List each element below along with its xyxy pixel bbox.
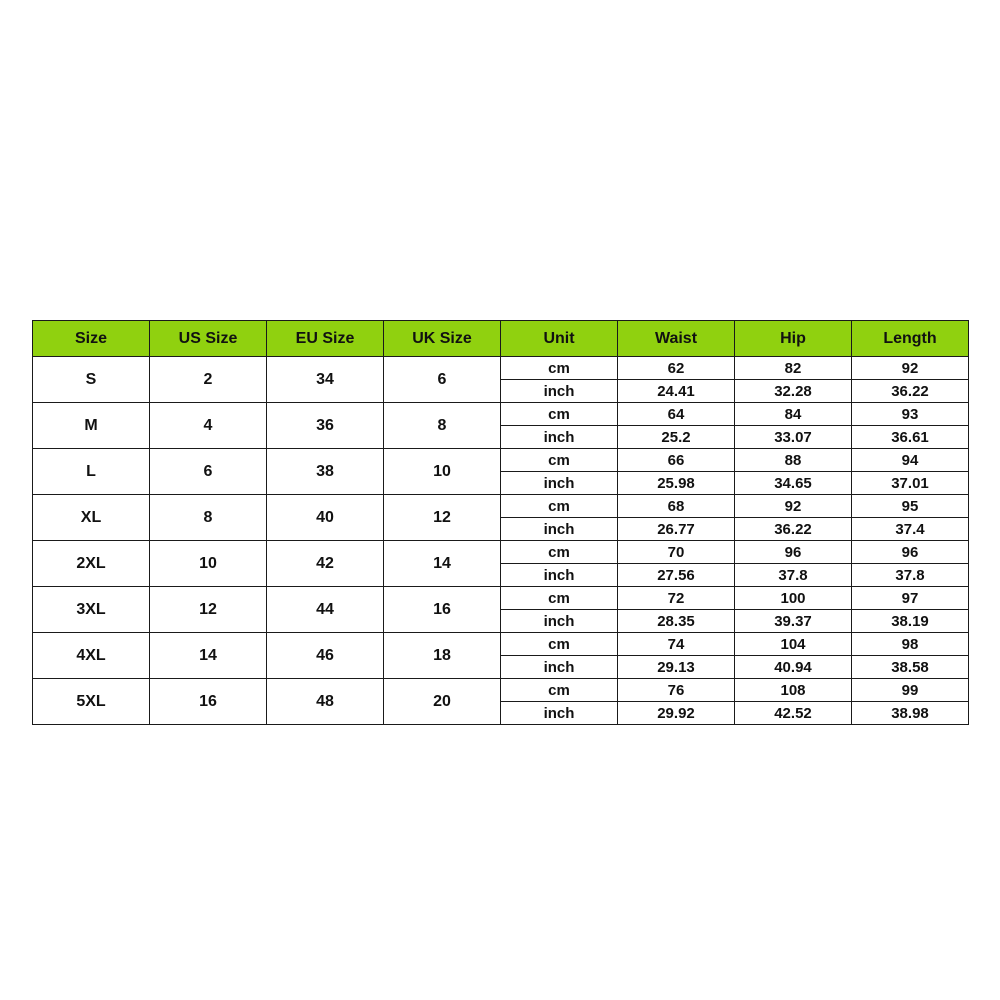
table-row: [33, 633, 969, 656]
length-cell: 38.58: [852, 656, 969, 679]
hip-cell: 84: [735, 403, 852, 426]
unit-cell: inch: [501, 564, 618, 587]
unit-cell: inch: [501, 472, 618, 495]
table-row: [33, 495, 969, 518]
waist-cell: 66: [618, 449, 735, 472]
us-size-cell: 14: [150, 633, 267, 679]
eu-size-cell: 46: [267, 633, 384, 679]
length-cell: 99: [852, 679, 969, 702]
hip-cell: 88: [735, 449, 852, 472]
hip-cell: 40.94: [735, 656, 852, 679]
hip-cell: 96: [735, 541, 852, 564]
hip-cell: 100: [735, 587, 852, 610]
hip-cell: 34.65: [735, 472, 852, 495]
unit-cell: inch: [501, 656, 618, 679]
waist-cell: 62: [618, 357, 735, 380]
uk-size-cell: 8: [384, 403, 501, 449]
eu-size-cell: 42: [267, 541, 384, 587]
waist-cell: 68: [618, 495, 735, 518]
length-cell: 97: [852, 587, 969, 610]
us-size-cell: 6: [150, 449, 267, 495]
uk-size-cell: 20: [384, 679, 501, 725]
hip-cell: 33.07: [735, 426, 852, 449]
us-size-cell: 10: [150, 541, 267, 587]
size-cell: L: [33, 449, 150, 495]
length-cell: 96: [852, 541, 969, 564]
length-cell: 36.61: [852, 426, 969, 449]
table-row: [33, 679, 969, 702]
eu-size-cell: 34: [267, 357, 384, 403]
eu-size-cell: 40: [267, 495, 384, 541]
length-cell: 95: [852, 495, 969, 518]
header-us-size: US Size: [150, 321, 267, 357]
unit-cell: cm: [501, 587, 618, 610]
hip-cell: 104: [735, 633, 852, 656]
waist-cell: 76: [618, 679, 735, 702]
waist-cell: 24.41: [618, 380, 735, 403]
size-cell: 5XL: [33, 679, 150, 725]
uk-size-cell: 6: [384, 357, 501, 403]
eu-size-cell: 36: [267, 403, 384, 449]
waist-cell: 27.56: [618, 564, 735, 587]
uk-size-cell: 16: [384, 587, 501, 633]
size-cell: S: [33, 357, 150, 403]
size-cell: 3XL: [33, 587, 150, 633]
size-cell: 2XL: [33, 541, 150, 587]
length-cell: 37.01: [852, 472, 969, 495]
uk-size-cell: 18: [384, 633, 501, 679]
us-size-cell: 2: [150, 357, 267, 403]
length-cell: 37.4: [852, 518, 969, 541]
length-cell: 92: [852, 357, 969, 380]
waist-cell: 25.2: [618, 426, 735, 449]
unit-cell: inch: [501, 380, 618, 403]
eu-size-cell: 44: [267, 587, 384, 633]
unit-cell: cm: [501, 633, 618, 656]
uk-size-cell: 12: [384, 495, 501, 541]
waist-cell: 29.92: [618, 702, 735, 725]
table-row: [33, 357, 969, 380]
header-uk-size: UK Size: [384, 321, 501, 357]
header-length: Length: [852, 321, 969, 357]
size-chart-table: [32, 320, 969, 725]
waist-cell: 64: [618, 403, 735, 426]
uk-size-cell: 14: [384, 541, 501, 587]
unit-cell: cm: [501, 449, 618, 472]
us-size-cell: 16: [150, 679, 267, 725]
header-hip: Hip: [735, 321, 852, 357]
size-cell: 4XL: [33, 633, 150, 679]
unit-cell: inch: [501, 426, 618, 449]
waist-cell: 72: [618, 587, 735, 610]
waist-cell: 28.35: [618, 610, 735, 633]
hip-cell: 36.22: [735, 518, 852, 541]
hip-cell: 92: [735, 495, 852, 518]
hip-cell: 108: [735, 679, 852, 702]
unit-cell: cm: [501, 495, 618, 518]
table-row: [33, 587, 969, 610]
hip-cell: 42.52: [735, 702, 852, 725]
table-body: [33, 357, 969, 725]
unit-cell: cm: [501, 541, 618, 564]
length-cell: 37.8: [852, 564, 969, 587]
unit-cell: inch: [501, 610, 618, 633]
length-cell: 36.22: [852, 380, 969, 403]
waist-cell: 70: [618, 541, 735, 564]
length-cell: 94: [852, 449, 969, 472]
waist-cell: 25.98: [618, 472, 735, 495]
table-row: [33, 541, 969, 564]
unit-cell: inch: [501, 518, 618, 541]
table-row: [33, 449, 969, 472]
uk-size-cell: 10: [384, 449, 501, 495]
header-waist: Waist: [618, 321, 735, 357]
unit-cell: cm: [501, 403, 618, 426]
waist-cell: 29.13: [618, 656, 735, 679]
hip-cell: 39.37: [735, 610, 852, 633]
eu-size-cell: 38: [267, 449, 384, 495]
header-size: Size: [33, 321, 150, 357]
unit-cell: cm: [501, 679, 618, 702]
length-cell: 38.98: [852, 702, 969, 725]
us-size-cell: 8: [150, 495, 267, 541]
unit-cell: inch: [501, 702, 618, 725]
length-cell: 38.19: [852, 610, 969, 633]
us-size-cell: 4: [150, 403, 267, 449]
header-unit: Unit: [501, 321, 618, 357]
table-header-row: [33, 321, 969, 357]
hip-cell: 37.8: [735, 564, 852, 587]
size-cell: M: [33, 403, 150, 449]
hip-cell: 82: [735, 357, 852, 380]
header-eu-size: EU Size: [267, 321, 384, 357]
hip-cell: 32.28: [735, 380, 852, 403]
unit-cell: cm: [501, 357, 618, 380]
us-size-cell: 12: [150, 587, 267, 633]
waist-cell: 74: [618, 633, 735, 656]
length-cell: 93: [852, 403, 969, 426]
length-cell: 98: [852, 633, 969, 656]
size-cell: XL: [33, 495, 150, 541]
table-row: [33, 403, 969, 426]
waist-cell: 26.77: [618, 518, 735, 541]
eu-size-cell: 48: [267, 679, 384, 725]
